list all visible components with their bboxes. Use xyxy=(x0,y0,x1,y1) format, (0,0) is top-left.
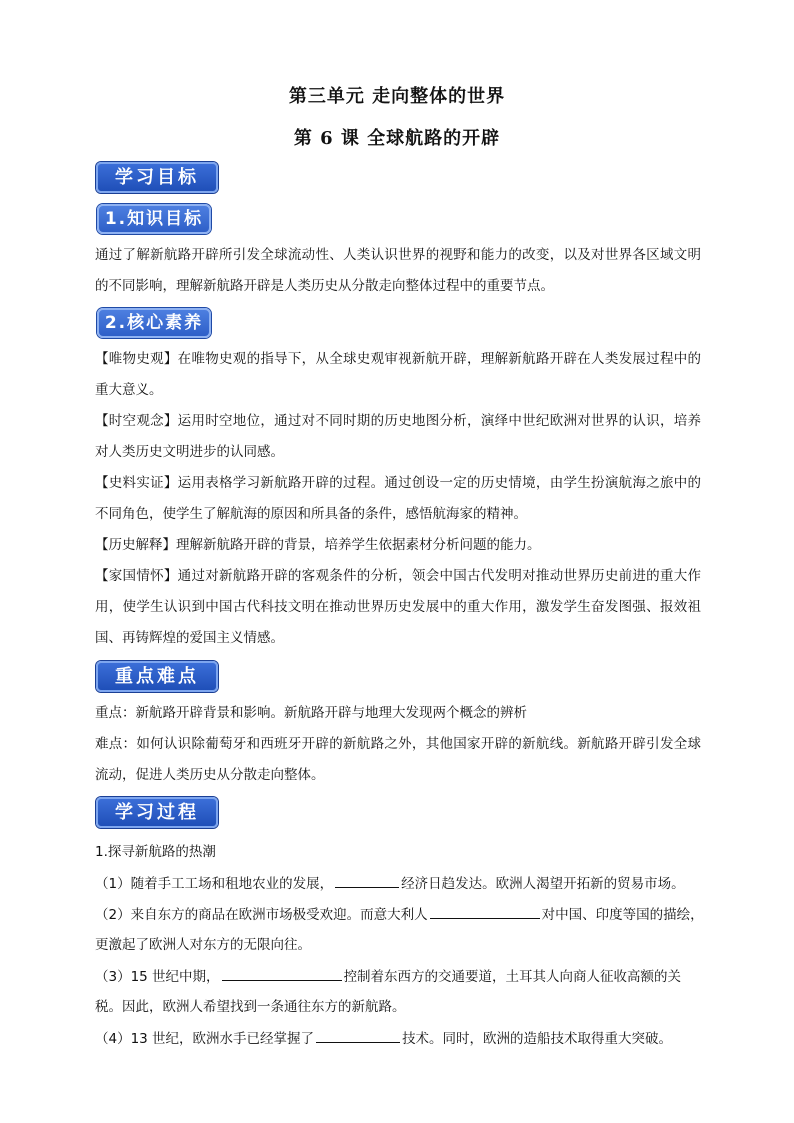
answer-blank-3[interactable] xyxy=(222,966,342,981)
key-difficult-block xyxy=(95,698,701,791)
key-point-text: 重点：新航路开辟背景和影响。新航路开辟与地理大发现两个概念的辨析 xyxy=(95,705,527,721)
process-heading: 1.探寻新航路的热潮 xyxy=(95,844,216,860)
core-item-patriotism: 【家国情怀】通过对新航路开辟的客观条件的分析，领会中国古代发明对推动世界历史前进的重大作用，使学生认识到中国古代科技文明在推动世界历史发展中的重大作用，激发学生奋发图强、报效祖国、再铸辉煌的爱国主义情感。 xyxy=(95,568,701,646)
section-badge-learning-process: 学习过程 xyxy=(96,797,218,828)
question-2-continued: 更激起了欧洲人对东方的无限向往。 xyxy=(95,937,311,953)
answer-blank-2[interactable] xyxy=(430,904,540,919)
question-3: （3）15 世纪中期， 控制着东西方的交通要道，土耳其人向商人征收高额的关 xyxy=(95,966,701,987)
question-3-continued: 税。因此，欧洲人希望找到一条通往东方的新航路。 xyxy=(95,999,406,1015)
core-item-materialism: 【唯物史观】在唯物史观的指导下，从全球史观审视新航开辟，理解新航路开辟在人类发展过程中的重大意义。 xyxy=(95,351,701,398)
answer-blank-4[interactable] xyxy=(316,1028,400,1043)
subsection-badge-core-literacy: 2.核心素养 xyxy=(97,308,211,338)
core-literacy-list xyxy=(95,344,701,654)
lesson-title: 第 6 课 全球航路的开辟 xyxy=(293,128,501,149)
question-2: （2）来自东方的商品在欧洲市场极受欢迎。而意大利人 对中国、印度等国的描绘， xyxy=(95,904,701,925)
section-badge-learning-goals: 学习目标 xyxy=(96,162,218,193)
section-badge-key-points: 重点难点 xyxy=(96,661,218,692)
subsection-badge-knowledge: 1.知识目标 xyxy=(97,204,211,234)
difficult-point-text: 难点：如何认识除葡萄牙和西班牙开辟的新航路之外，其他国家开辟的新航线。新航路开辟引发全球流动，促进人类历史从分散走向整体。 xyxy=(95,736,701,783)
unit-title: 第三单元 走向整体的世界 xyxy=(288,86,506,107)
question-1: （1）随着手工工场和租地农业的发展， 经济日趋发达。欧洲人渴望开拓新的贸易市场。 xyxy=(95,873,701,894)
question-4: （4）13 世纪，欧洲水手已经掌握了 技术。同时，欧洲的造船技术取得重大突破。 xyxy=(95,1028,701,1049)
answer-blank-1[interactable] xyxy=(335,873,399,888)
core-item-evidence: 【史料实证】运用表格学习新航路开辟的过程。通过创设一定的历史情境，由学生扮演航海之旅中的不同角色，使学生了解航海的原因和所具备的条件，感悟航海家的精神。 xyxy=(95,475,701,522)
core-item-interpretation: 【历史解释】理解新航路开辟的背景，培养学生依据素材分析问题的能力。 xyxy=(95,537,541,553)
core-item-space-time: 【时空观念】运用时空地位，通过对不同时期的历史地图分析，演绎中世纪欧洲对世界的认识，培养对人类历史文明进步的认同感。 xyxy=(95,413,701,460)
knowledge-goal-text: 通过了解新航路开辟所引发全球流动性、人类认识世界的视野和能力的改变，以及对世界各区域文明的不同影响，理解新航路开辟是人类历史从分散走向整体过程中的重要节点。 xyxy=(95,247,701,294)
